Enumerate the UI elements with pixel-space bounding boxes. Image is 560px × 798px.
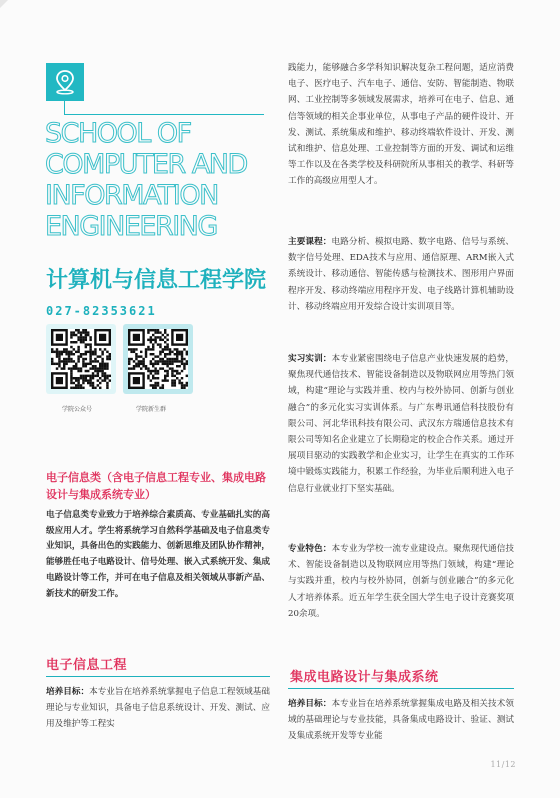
paragraph-text: 本专业旨在培养系统掌握集成电路及相关技术领域的基础理论与专业技能，具备集成电路设计、验证、测试及集成系统开发等专业能 — [288, 699, 514, 742]
paragraph-text: 本专业旨在培养系统掌握电子信息工程领域基础理论与专业知识，具备电子信息系统设计、开发、测试、应用及维护等工程实 — [46, 687, 270, 730]
paragraph-label: 培养目标： — [46, 687, 90, 697]
paragraph-text: 本专业紧密围绕电子信息产业快速发展的趋势，聚焦现代通信技术、智能设备制造以及物联网应用等热门领域，构建“理论与实践并重、校内与校外协同、创新与创业融合”的多元化实习实训体系。与广东粤讯通信科技股份有限公司、河北华讯科技有限公司、武汉东方瑞通信息技术有限公司等知名企业建立了长期稳定的校企合作关系。通过开展项目驱动的实践教学和企业实习，让学生在真实的工作环境中锻炼实践能力，积累工作经验，为毕业后顺利进入电子信息行业就业打下坚实基础。 — [288, 354, 514, 494]
training-goal-paragraph — [46, 684, 270, 733]
major-heading: 电子信息工程 — [46, 658, 128, 673]
qr-code-freshman-group — [123, 324, 193, 394]
features-paragraph — [288, 541, 514, 622]
page-corner — [0, 0, 8, 8]
training-goal-continued: 践能力，能够融合多学科知识解决复杂工程问题，适应消费电子、医疗电子、汽车电子、通信、安防、智能制造、物联网、工业控制等多领域发展需求，培养可在电子、信息、通信等领域的相关企事业单位，从事电子产品的硬件设计、开发、测试、系统集成和维护、移动终端软件设计、开发、测试和维护、信息处理、工业控制等方面的开发、调试和运维等工作以及在各类学校及科研院所从事相关的教学、科研等工作的高级应用型人才。 — [288, 63, 514, 187]
location-pin-icon — [46, 63, 84, 101]
page-number: 11/12 — [490, 760, 516, 769]
internship-paragraph — [288, 351, 514, 497]
paragraph-label: 实习实训： — [288, 354, 332, 364]
qr-code-icon — [51, 329, 111, 389]
major-heading: 集成电路设计与集成系统 — [290, 670, 439, 685]
paragraph-label: 培养目标： — [288, 699, 332, 709]
qr-code-official-account — [46, 324, 116, 394]
paragraph-text: 电路分析、模拟电路、数字电路、信号与系统、数字信号处理、EDA技术与应用、通信原理、ARM嵌入式系统设计、移动通信、智能传感与检测技术、图形用户界面程序开发、移动终端应用程序开发、电子线路计算机辅助设计、移动终端应用开发综合设计实训项目等。 — [288, 237, 514, 312]
training-goal-paragraph — [288, 696, 514, 745]
school-name-en: SCHOOL OF COMPUTER AND INFORMATION ENGINEERING — [45, 118, 247, 242]
qr-caption: 学院新生群 — [136, 406, 167, 413]
heading-underline — [288, 688, 514, 689]
qr-caption: 学院公众号 — [62, 406, 93, 413]
main-courses-paragraph — [288, 234, 514, 315]
heading-underline — [46, 676, 270, 677]
department-title: 电子信息类（含电子信息工程专业、集成电路设计与集成系统专业） — [46, 471, 266, 501]
paragraph-label: 专业特色： — [288, 544, 332, 554]
school-name-cn: 计算机与信息工程学院 — [46, 268, 267, 293]
qr-code-icon — [128, 329, 188, 389]
paragraph-text: 本专业为学校一流专业建设点。聚焦现代通信技术、智能设备制造以及物联网应用等热门领域，构建“理论与实践并重，校内与校外协同，创新与创业融合”的多元化人才培养体系。近五年学生获全国大学生电子设计竞赛奖项20余项。 — [288, 544, 514, 619]
paragraph-label: 主要课程： — [288, 237, 332, 247]
accent-line — [64, 101, 65, 115]
accent-line — [64, 114, 264, 115]
phone-number: 027-82353621 — [46, 304, 157, 318]
department-description: 电子信息类专业致力于培养综合素质高、专业基础扎实的高级应用人才。学生将系统学习自然科学基础及电子信息类专业知识，具备出色的实践能力、创新思维及团队协作精神，能够胜任电子电路设计、信号处理、嵌入式系统开发、集成电路设计等工作，并可在电子信息及相关领域从事新产品、新技术的研发工作。 — [46, 510, 270, 599]
